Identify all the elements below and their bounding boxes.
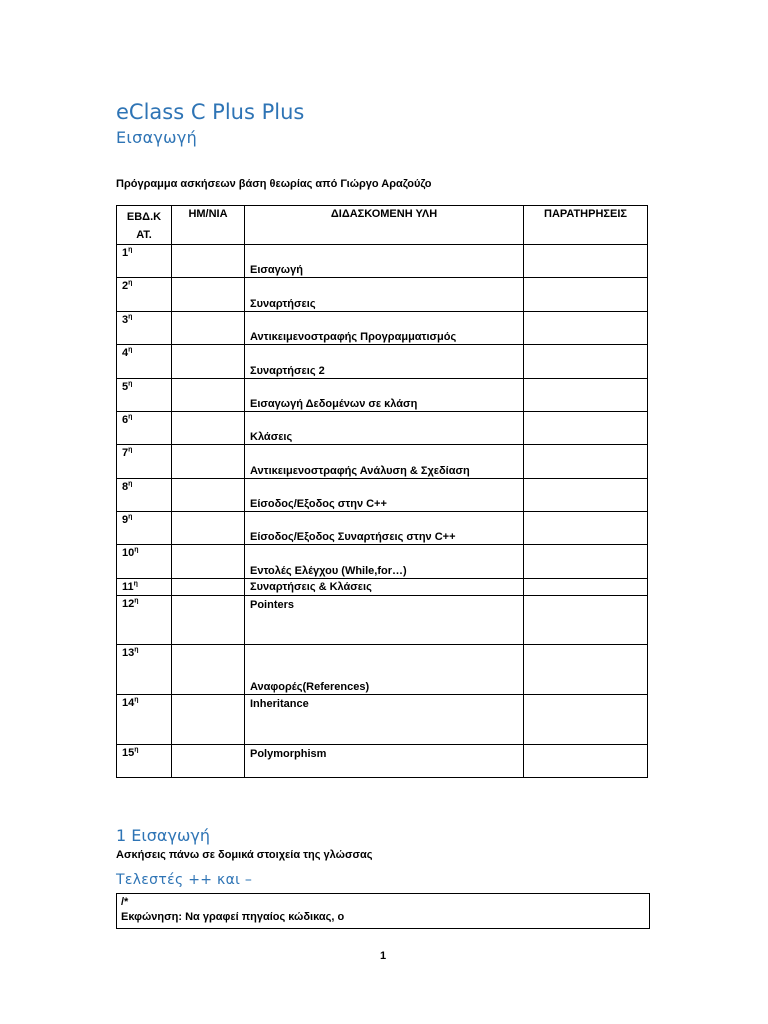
page-number: 1: [380, 950, 387, 962]
week-ordinal: η: [134, 646, 139, 654]
notes-cell: [524, 245, 648, 278]
notes-cell: [524, 695, 648, 745]
week-cell: [117, 596, 172, 645]
week-cell: [117, 379, 172, 412]
topic-cell: [245, 545, 524, 579]
topic-cell: [245, 445, 524, 479]
week-ordinal: η: [128, 246, 133, 254]
header-notes: ΠΑΡΑΤΗΡΗΣΕΙΣ: [524, 206, 648, 245]
topic-cell: [245, 312, 524, 345]
code-line: Εκφώνηση: Να γραφεί πηγαίος κώδικας, ο: [121, 911, 345, 923]
topic-cell: [245, 512, 524, 545]
table-row: [117, 512, 648, 545]
section-subtitle: Ασκήσεις πάνω σε δομικά στοιχεία της γλώσσας: [116, 849, 373, 861]
header-date: ΗΜ/ΝΙΑ: [172, 206, 245, 245]
date-cell: [172, 345, 245, 379]
week-ordinal: η: [128, 480, 133, 488]
schedule-table: [116, 205, 648, 778]
intro-text: Πρόγραμμα ασκήσεων βάση θεωρίας από Γιώργο Αραζούζο: [116, 178, 432, 190]
topic-text: Inheritance: [250, 698, 309, 710]
code-line: /*: [121, 896, 129, 908]
table-row: [117, 645, 648, 695]
topic-cell: [245, 596, 524, 645]
week-number: 5: [122, 381, 129, 393]
date-cell: [172, 412, 245, 445]
week-number: 12: [122, 598, 135, 610]
week-ordinal: η: [128, 313, 133, 321]
table-header-row: [117, 206, 648, 245]
notes-cell: [524, 745, 648, 778]
table-row: [117, 579, 648, 596]
table-row: [117, 596, 648, 645]
week-number: 11: [122, 581, 134, 593]
week-cell: [117, 545, 172, 579]
week-number: 8: [122, 481, 129, 493]
topic-text: Εισαγωγή Δεδομένων σε κλάση: [250, 398, 418, 410]
week-ordinal: η: [133, 580, 138, 588]
week-cell: [117, 278, 172, 312]
date-cell: [172, 745, 245, 778]
topic-cell: [245, 379, 524, 412]
table-row: [117, 545, 648, 579]
topic-cell: [245, 695, 524, 745]
week-ordinal: η: [128, 446, 133, 454]
date-cell: [172, 645, 245, 695]
date-cell: [172, 512, 245, 545]
week-ordinal: η: [128, 279, 133, 287]
document-subtitle: Εισαγωγή: [116, 128, 198, 147]
week-number: 2: [122, 280, 129, 292]
notes-cell: [524, 479, 648, 512]
table-row: [117, 695, 648, 745]
week-ordinal: η: [134, 696, 139, 704]
subsection-heading: Τελεστές ++ και –: [116, 872, 253, 888]
table-row: [117, 245, 648, 278]
topic-text: Κλάσεις: [250, 431, 293, 443]
topic-cell: [245, 345, 524, 379]
notes-cell: [524, 545, 648, 579]
topic-cell: [245, 245, 524, 278]
week-ordinal: η: [128, 346, 133, 354]
topic-text: Συναρτήσεις 2: [250, 365, 325, 377]
topic-text: Αναφορές(References): [250, 681, 370, 693]
week-number: 4: [122, 347, 129, 359]
code-box: [116, 893, 650, 929]
week-number: 10: [122, 547, 135, 559]
week-ordinal: η: [134, 546, 139, 554]
date-cell: [172, 545, 245, 579]
notes-cell: [524, 596, 648, 645]
topic-text: Polymorphism: [250, 748, 327, 760]
week-ordinal: η: [128, 513, 133, 521]
topic-text: Εντολές Ελέγχου (While,for…): [250, 565, 407, 577]
topic-text: Είσοδος/Εξοδος στην C++: [250, 498, 387, 510]
week-ordinal: η: [128, 413, 133, 421]
week-cell: [117, 245, 172, 278]
week-cell: [117, 745, 172, 778]
date-cell: [172, 479, 245, 512]
table-row: [117, 412, 648, 445]
week-cell: [117, 312, 172, 345]
week-number: 13: [122, 647, 135, 659]
topic-text: Αντικειμενοστραφής Προγραμματισμός: [250, 331, 457, 343]
week-ordinal: η: [128, 380, 133, 388]
topic-text: Συναρτήσεις: [250, 298, 316, 310]
week-ordinal: η: [134, 746, 139, 754]
topic-text: Είσοδος/Εξοδος Συναρτήσεις στην C++: [250, 531, 456, 543]
week-number: 1: [122, 247, 129, 259]
week-cell: [117, 645, 172, 695]
week-number: 9: [122, 514, 129, 526]
date-cell: [172, 278, 245, 312]
table-row: [117, 445, 648, 479]
topic-cell: [245, 645, 524, 695]
date-cell: [172, 596, 245, 645]
table-row: [117, 345, 648, 379]
week-cell: [117, 412, 172, 445]
week-number: 15: [122, 747, 135, 759]
table-row: [117, 278, 648, 312]
date-cell: [172, 245, 245, 278]
topic-text: Εισαγωγή: [250, 264, 303, 276]
week-number: 7: [122, 447, 129, 459]
notes-cell: [524, 512, 648, 545]
week-cell: [117, 445, 172, 479]
section-heading: 1 Εισαγωγή: [116, 826, 210, 845]
topic-cell: [245, 745, 524, 778]
notes-cell: [524, 412, 648, 445]
topic-cell: [245, 479, 524, 512]
date-cell: [172, 445, 245, 479]
table-row: [117, 312, 648, 345]
header-week: ΕΒΔ.Κ ΑΤ.: [117, 206, 172, 245]
topic-text: Αντικειμενοστραφής Ανάλυση & Σχεδίαση: [250, 465, 470, 477]
week-ordinal: η: [134, 597, 139, 605]
week-cell: [117, 579, 172, 596]
table-row: [117, 745, 648, 778]
topic-cell: [245, 579, 524, 596]
document-title: eClass C Plus Plus: [116, 100, 305, 124]
topic-cell: [245, 412, 524, 445]
topic-cell: [245, 278, 524, 312]
week-cell: [117, 479, 172, 512]
table-row: [117, 379, 648, 412]
topic-text: Pointers: [250, 599, 295, 611]
week-cell: [117, 345, 172, 379]
week-number: 6: [122, 414, 129, 426]
notes-cell: [524, 645, 648, 695]
week-number: 14: [122, 697, 135, 709]
notes-cell: [524, 278, 648, 312]
week-number: 3: [122, 314, 129, 326]
notes-cell: [524, 345, 648, 379]
notes-cell: [524, 445, 648, 479]
week-cell: [117, 695, 172, 745]
date-cell: [172, 312, 245, 345]
date-cell: [172, 379, 245, 412]
header-topic: ΔΙΔΑΣΚΟΜΕΝΗ ΥΛΗ: [245, 206, 524, 245]
notes-cell: [524, 579, 648, 596]
date-cell: [172, 695, 245, 745]
notes-cell: [524, 312, 648, 345]
week-cell: [117, 512, 172, 545]
date-cell: [172, 579, 245, 596]
topic-text: Συναρτήσεις & Κλάσεις: [250, 581, 372, 593]
table-row: [117, 479, 648, 512]
notes-cell: [524, 379, 648, 412]
